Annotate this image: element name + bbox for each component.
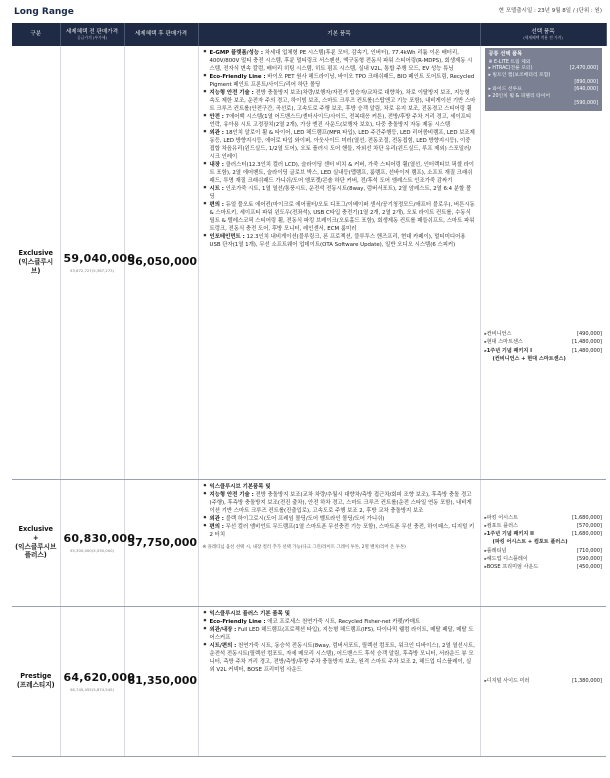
col-header-price-before-sub: 공급가격 (부가세) [77, 34, 107, 40]
col-header-trim: 구분 [12, 23, 60, 46]
option-price: [1,480,000] [572, 347, 602, 354]
option-name: ▸ 현대 스마트센스 [485, 338, 523, 346]
spec-item [203, 483, 476, 491]
option-price: [1,680,000] [572, 531, 602, 538]
spec-item-heading: E-GMP 플랫폼/성능 : [209, 50, 264, 56]
options-stack [485, 48, 603, 473]
options-cell [480, 606, 606, 756]
option-item [485, 555, 603, 563]
trim-name-ko: (익스클루시브 플러스) [15, 542, 57, 560]
spec-item [203, 73, 476, 89]
option-name: ▸ 1주년 기념 패키지 II [485, 530, 534, 538]
spec-item-heading: 시트/편의 : [209, 642, 237, 649]
spec-item [203, 185, 476, 201]
common-option-name: ▸ HTRAC(전륜 모터) [488, 66, 533, 72]
spec-item [203, 49, 476, 73]
price-supply: 53,672,727(5,367,273) [69, 267, 115, 273]
option-price: [590,000] [576, 555, 602, 562]
trim-row [12, 46, 606, 479]
common-option-price: [590,000] [574, 101, 598, 107]
price-before: 59,040,000 [63, 252, 136, 266]
spec-item-heading: Eco-Friendly Line : [209, 74, 266, 80]
trim-name-ko: (프레스티지) [16, 681, 55, 689]
col-header-price-before [60, 23, 124, 46]
option-price: [1,480,000] [572, 339, 602, 346]
price-before-cell [60, 46, 136, 479]
option-item [485, 355, 603, 363]
spec-item-text: 바이오 PET 원사 헤드라이닝, 바이오 TPO 크래쉬패드, BIO 페인트 도어트림, Recycled Pigment 페인트 프론트/사이드/리어 하단 몰딩 [209, 74, 475, 88]
options-cell [480, 479, 606, 606]
table-header-row [12, 23, 606, 46]
spec-item-heading: 안전 : [209, 114, 224, 120]
price-after: 56,050,000 [124, 46, 198, 479]
option-list [485, 677, 603, 685]
spec-cell [198, 606, 480, 756]
spec-item [203, 89, 476, 113]
spec-cell [198, 479, 480, 606]
col-header-price-before-label: 세제혜택 전 판매가격 [65, 28, 119, 35]
price-table [12, 23, 607, 757]
common-option-name: ▸ 빌트인 캠(보조배터리 포함) [488, 73, 551, 79]
spec-item-heading: 외관 : [209, 515, 224, 522]
trim-name-cell [12, 479, 60, 606]
option-name: (컨비니언스 + 현대 스마트센스) [492, 355, 566, 362]
option-price: [490,000] [576, 331, 602, 338]
spec-item [203, 618, 476, 626]
spec-item-heading: 지능형 안전 기술 : [209, 90, 254, 96]
spec-item-text: 무선 컬러 앰비언트 무드램프(1열 스마트폰 무선충전 기능 포함), 스마트폰 무선 충전, 하이패스, 디지털 키 2 터치 [209, 523, 475, 538]
price-supply: 58,745,455(5,874,545) [69, 686, 115, 692]
spec-item [203, 610, 476, 618]
option-name: ▸ 플레티넘 [485, 547, 507, 555]
trim-name-en: Prestige [20, 672, 52, 681]
option-list [485, 514, 603, 571]
common-options-box [485, 48, 603, 111]
option-name: ▸ 컴포트 플러스 [485, 522, 518, 530]
trim-name-en: Exclusive + [18, 524, 54, 542]
option-item [485, 338, 603, 346]
price-supply: 55,300,000(5,530,000) [69, 548, 115, 554]
spec-item [203, 129, 476, 161]
page-header [0, 0, 610, 22]
option-name: ▸ 파킹 어시스트 [485, 514, 518, 522]
option-item [485, 563, 603, 571]
option-name: (파킹 어시스트 + 컴포트 플러스) [492, 539, 568, 546]
spec-item-heading: 편의 : [209, 202, 224, 208]
option-price: [570,000] [576, 523, 602, 530]
option-name: ▸ BOSE 프리미엄 사운드 [485, 563, 539, 571]
spec-item-heading: 외관/내장 : [209, 626, 237, 633]
spec-item [203, 515, 476, 523]
option-name: ▸ 디지털 사이드 미러 [485, 677, 530, 685]
spec-item-text: 전방 충돌방지 보조(교차 차량/추월시 대향차/측방 접근차/회피 조향 보조), 후측방 충돌 경고(주행), 후측방 충돌방지 보조(전진 출차), 안전 하차 경고, 스마트 크루즈 컨트롤(운전 스타일 연동 포함), 내비게이션 기반 스마트 크루즈 컨트롤(진출입로), 고속도로 주행 보조 2, 후방 교차 충돌방지 보조 [209, 491, 472, 514]
spec-item [203, 161, 476, 185]
price-before-cell [60, 606, 136, 756]
common-option-name: ▸ 20인치 휠 & 피렐리 타이어 [488, 94, 551, 100]
spec-item-text: 듀얼 풀오토 에어컨(마이크로 에어필터/오토 디포그/이베이퍼 센서/공기청정모드/애프터 블로우), 버튼시동 & 스마트키, 세이프티 파워 윈도우(전좌석), USB C타입 충전기(1열 2개, 2열 2개), 오토 라이트 컨트롤, 수동식 틸트 & 텔레스코픽 스티어링 휠, 전동식 파킹 브레이크(오토홀드 포함), 회생제동 컨트롤 패들쉬프트, 스마트 파워 트렁크, 전동식 충전 도어, 후방 모니터, 레인센서, ECM 룸미러 [209, 202, 475, 232]
spec-list [203, 610, 476, 674]
release-note: 현 모델출시일 : 23년 9월 8일 / (단위 : 원) [498, 8, 602, 14]
price-before: 64,620,000 [63, 670, 136, 684]
spec-item [203, 642, 476, 674]
col-header-price-after: 세제혜택 후 판매가격 [124, 23, 198, 46]
common-option-name: ※ E-LITE 트림 제외 [488, 59, 531, 65]
spec-item-text: 차세대 업체형 PE 시스템(후륜 모터, 감속기, 인버터), 77.4kWh 리튬 이온 배터리, 400V/800V 멀티 충전 시스템, 후륜 멀티링크 서스펜션, 액구동형 전동식 파워 스티어링(R-MDPS), 회생제동 시스템, 전자식 변속 칼럼, 배터리 히팅 시스템, 히트 펌프 시스템, 실내 V2L, 통합 주행 모드, EV 성능 튜닝 [209, 50, 473, 72]
spec-item [203, 113, 476, 129]
option-item [485, 347, 603, 355]
spec-item [203, 626, 476, 642]
option-price: [450,000] [576, 563, 602, 570]
option-price: [1,680,000] [572, 514, 602, 521]
option-item [485, 522, 603, 530]
option-item [485, 538, 603, 546]
col-header-options [480, 23, 606, 46]
spec-item-text: 에코 프로세스 천연가죽 시트, Recycled Fisher-net 카펫/카매트 [265, 618, 421, 625]
option-price: [1,380,000] [572, 677, 602, 684]
common-option-name: ▸ 와이드 선루프 [488, 87, 522, 93]
option-name: ▸ 컨비니언스 [485, 330, 512, 338]
spec-item-heading: 인포테인먼트 : [209, 234, 245, 240]
spec-item-text: 천연가죽 시트, 동승석 전동시트(8way, 럼버서포트, 릴렉션 컴포트, 워크인 디바이스), 2열 열선시트, 운전석 전동시트(릴렉션 컴포트, 자세 메모리 시스템), 어드밴스드 후석 승객 알림, 후측방 모니터, 서라운드 뷰 모니터, 측방 주차 거리 경고, 전방/측방/후방 주차 충돌방지 보조, 원격 스마트 주차 보조 2, 헤드업 디스플레이, 실외 V2L 커넥터, BOSE 프리미엄 사운드 [209, 642, 475, 673]
trim-name-ko: (익스클루시브) [18, 257, 54, 275]
col-header-spec: 기본 품목 [198, 23, 480, 46]
common-option-price: [890,000] [574, 80, 598, 86]
page-title: Long Range [14, 7, 74, 17]
option-price: [710,000] [576, 547, 602, 554]
spec-item [203, 201, 476, 233]
option-item [485, 330, 603, 338]
spec-cell [198, 46, 480, 479]
spec-item-heading: 편의 : [209, 523, 224, 530]
spec-list [203, 49, 476, 249]
spec-item-heading: 익스클루시브 플러스 기본 품목 및 [209, 610, 290, 617]
spec-item-heading: 지능형 안전 기술 : [209, 491, 254, 498]
option-name: ▸ 1주년 기념 패키지 I [485, 347, 532, 355]
trim-row [12, 606, 606, 756]
col-header-options-label: 선택 품목 [531, 28, 555, 35]
option-item [485, 530, 603, 538]
spec-item [203, 523, 476, 539]
common-option-price: [2,470,000] [569, 66, 598, 72]
spec-item-heading: Eco-Friendly Line : [209, 618, 266, 625]
spec-item [203, 233, 476, 249]
spec-item-heading: 외관 : [209, 130, 224, 136]
common-options-heading: 공통 선택 품목 [488, 51, 523, 57]
option-item [485, 547, 603, 555]
option-list [485, 330, 603, 363]
spec-item-text: Full LED 헤드램프(프로젝션 타입), 지능형 헤드램프(IFS), 다이나믹 웰컴 라이트, 메탈 페달, 메탈 도어스커프 [209, 626, 474, 641]
spec-item-text: 인조가죽 시트, 1열 열선/통풍시트, 운전석 전동시트(8way, 럼버서포트), 2열 암레스트, 2열 6:4 분할 폴딩 [209, 186, 472, 200]
price-after: 61,350,000 [124, 606, 198, 756]
common-option-line [489, 101, 599, 108]
spec-list [203, 483, 476, 539]
option-item [485, 677, 603, 685]
spec-item-text: 18인치 알로이 휠 & 타이어, LED 헤드램프(MFR 타입), LED 주간주행등, LED 리어콤비램프, LED 보조제동등, LED 방향지시등, 에어로 타입 와이퍼, 아웃사이드 미러(열선, 전동조절, 전동접힘, LED 방향지시등), 이중접합 차음유리(윈드실드, 1/2열 도어), 오토 플러시 도어 핸들, 자외선 차단 유리(윈드실드, 루프 제외) 스포일러/시크 인레이 [209, 130, 475, 160]
spec-item-heading: 시트 : [209, 186, 224, 192]
spec-item-text: 블랙 하이그로시(도어 프레임 몰딩/도어 벨트라인 몰딩/도어 가니쉬) [223, 515, 385, 522]
spec-item-text: 전방 충돌방지 보조(차량/보행자/자전거 탑승자/교차로 대향차), 차로 이탈방지 보조, 지능형 속도 제한 보조, 운전자 주의 경고, 하이빔 보조, 스마트 크루즈 컨트롤(스탑앤고 기능 포함), 내비게이션 기반 스마트 크루즈 컨트롤(안전구간, 곡선로), 고속도로 주행 보조, 후방 승객 알림, 차로 유지 보조, 진동경고 스티어링 휠 [209, 90, 476, 112]
price-before: 60,830,000 [63, 532, 136, 546]
spec-item-heading: 내장 : [209, 162, 224, 168]
trim-name-cell [12, 46, 60, 479]
spec-item [203, 491, 476, 515]
option-name: ▸ 헤드업 디스플레이 [485, 555, 528, 563]
col-header-options-sub: (세제혜택 적용 전 가격) [523, 34, 563, 40]
spec-footnote: ※ 플레티넘 옵션 선택 시, 내장 컬러 추가 선택 가능(다크 그린/라이트 그레이 투톤, 2열 벤치/리어 온 투톤) [202, 544, 406, 550]
spec-item-text: 12.3인치 내비게이션(블루링크, 폰 프로젝션, 블루투스 핸즈프리, 현대 카페이), 멀티미디어용 USB 단자(1열 1개), 무선 소프트웨어 업데이트(OTA Software Update), 일반 오디오 시스템(6 스피커) [209, 234, 466, 248]
price-before-cell [60, 479, 136, 606]
price-after: 57,750,000 [124, 479, 198, 606]
trim-row [12, 479, 606, 606]
spec-item-text: 클러스터(12.3인치 컬러 LCD), 슬라이딩 센터 비치 & 커버, 가죽 스티어링 휠(열선, 인터랙티브 픽셀 라이트 포함), 2열 에어벤트, 슬라이딩 글로브 박스, LED 실내등(맵램프, 룸램프, 선바이저 램프), 소프트 재질 크래쉬패드, 투명 재질 크래쉬패드 가니쉬/도어 엠포켓/콘솔 하단 커버, 전/후석 도어 엠레스트 인조가죽 감싸기 [209, 162, 474, 184]
spec-item-text: 7에어백 시스템(1열 어드밴스드/센터사이드/사이드, 전복대응 커튼), 전방/후방 주차 거리 경고, 세이프티 언락, 유아용 시트 고정장치(2열 2개), 가상 엔진 사운드(보행자 보호), 다중 충돌방지 자동 제동 시스템 [209, 114, 472, 128]
options-cell [480, 46, 606, 479]
trim-name-cell [12, 606, 60, 756]
option-item [485, 514, 603, 522]
trim-name-en: Exclusive [18, 248, 54, 257]
spec-item-heading: 익스클루시브 기본품목 및 [209, 483, 271, 490]
common-option-price: [640,000] [574, 87, 598, 93]
